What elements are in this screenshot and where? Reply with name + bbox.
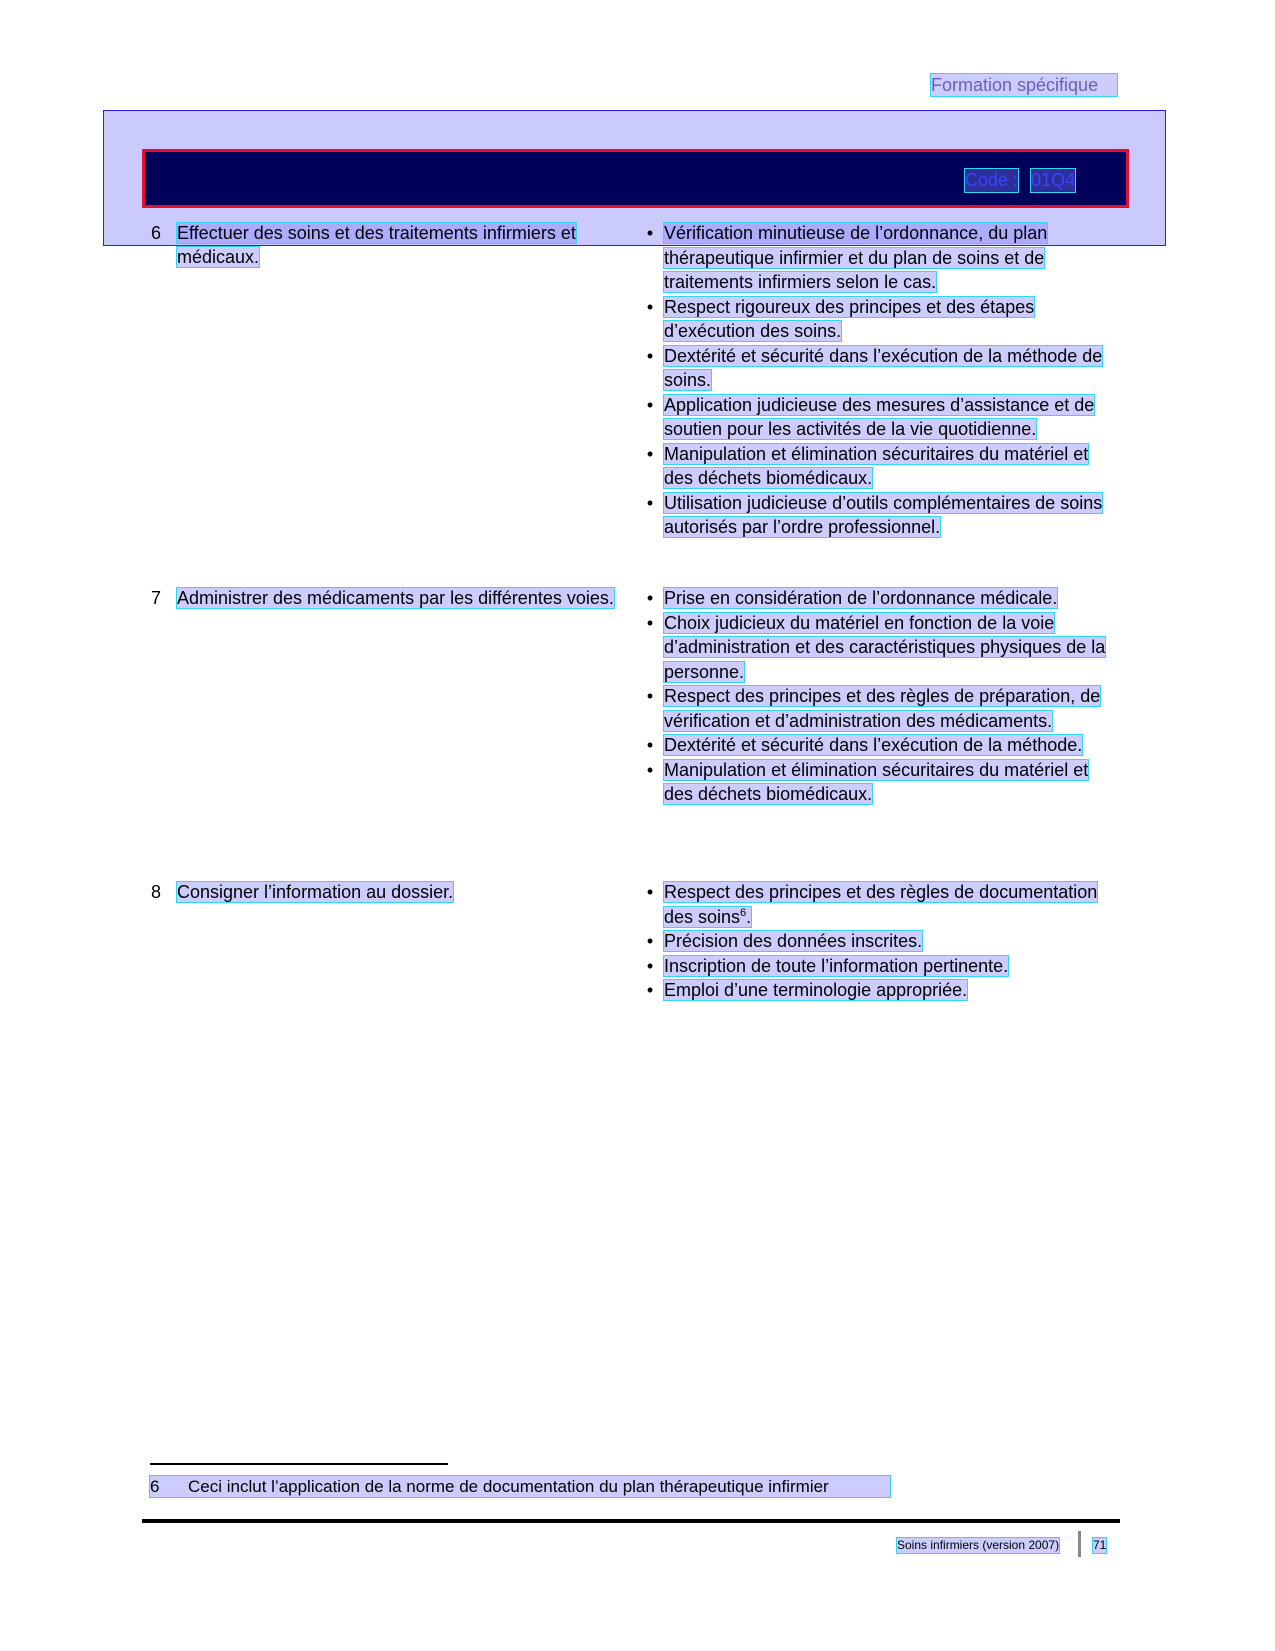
competency-number: 8 (151, 882, 162, 902)
criteria-list (640, 586, 1120, 807)
bullet-icon: • (646, 955, 654, 976)
bullet-icon: • (646, 686, 654, 706)
footer-program: Soins infirmiers (version 2007) (897, 1538, 1060, 1552)
bullet-icon: • (646, 223, 654, 243)
competency-text: Administrer des médicaments par les différentes voies. (177, 588, 614, 608)
criteria-list (640, 221, 1120, 540)
competency-text: Effectuer des soins et des traitements infirmiers et médicaux. (177, 223, 576, 267)
bullet-icon: • (646, 980, 654, 1000)
section-title: Formation spécifique (931, 74, 1117, 96)
footnote-mark: 6 (150, 1477, 160, 1496)
criterion: • Respect des principes et des règles de préparation, de vérification et d’administration des médicaments. (640, 684, 1120, 733)
criterion: • Application judicieuse des mesures d’assistance et de soutien pour les activités de la vie quotidienne. (640, 393, 1120, 442)
criterion: • Dextérité et sécurité dans l’exécution de la méthode de soins. (640, 344, 1120, 393)
criterion: • Choix judicieux du matériel en fonction de la voie d’administration et des caractéristiques physiques de la personne. (640, 611, 1120, 685)
competency-number: 6 (151, 223, 162, 243)
footnote (150, 1476, 890, 1497)
criterion: • Utilisation judicieuse d’outils complémentaires de soins autorisés par l’ordre professionnel. (640, 491, 1120, 540)
competency-text: Consigner l’information au dossier. (177, 882, 454, 902)
bullet-icon: • (646, 882, 654, 902)
criterion: • Manipulation et élimination sécuritaires du matériel et des déchets biomédicaux. (640, 758, 1120, 807)
bullet-icon: • (646, 931, 654, 951)
code-value: 01Q4 (1031, 170, 1076, 190)
bullet-icon: • (646, 588, 654, 608)
footer-divider (142, 1519, 1120, 1523)
criterion: • Respect rigoureux des principes et des étapes d’exécution des soins. (640, 295, 1120, 344)
bullet-icon: • (646, 394, 654, 415)
criteria-list (640, 880, 1120, 1003)
footer-separator (1078, 1531, 1081, 1557)
bullet-icon: • (646, 759, 654, 780)
footnote-ref: 6 (740, 906, 747, 919)
criterion: • Dextérité et sécurité dans l’exécution de la méthode. (640, 733, 1120, 758)
criterion: • Précision des données inscrites. (640, 929, 1120, 954)
bullet-icon: • (646, 612, 654, 633)
course-code (965, 169, 1075, 192)
criterion: • Vérification minutieuse de l’ordonnance, du plan thérapeutique infirmier et du plan de soins et de traitements infirmiers selon le cas. (640, 221, 1120, 295)
criterion: • Manipulation et élimination sécuritaires du matériel et des déchets biomédicaux. (640, 442, 1120, 491)
bullet-icon: • (646, 492, 654, 513)
criterion: • Emploi d’une terminologie appropriée. (640, 978, 1120, 1003)
competency-number: 7 (151, 588, 162, 608)
bullet-icon: • (646, 735, 654, 755)
code-label: Code : (965, 170, 1019, 190)
footnote-text: Ceci inclut l’application de la norme de documentation du plan thérapeutique infirmier (188, 1477, 829, 1496)
bullet-icon: • (646, 345, 654, 366)
criterion: • Respect des principes et des règles de documentation des soins$^6$. (640, 880, 1120, 929)
bullet-icon: • (646, 296, 654, 317)
criterion: • Prise en considération de l’ordonnance médicale. (640, 586, 1120, 611)
footnote-separator (150, 1463, 448, 1465)
page-number: 71 (1093, 1538, 1107, 1552)
bullet-icon: • (646, 443, 654, 464)
criterion: • Inscription de toute l’information pertinente. (640, 954, 1120, 979)
